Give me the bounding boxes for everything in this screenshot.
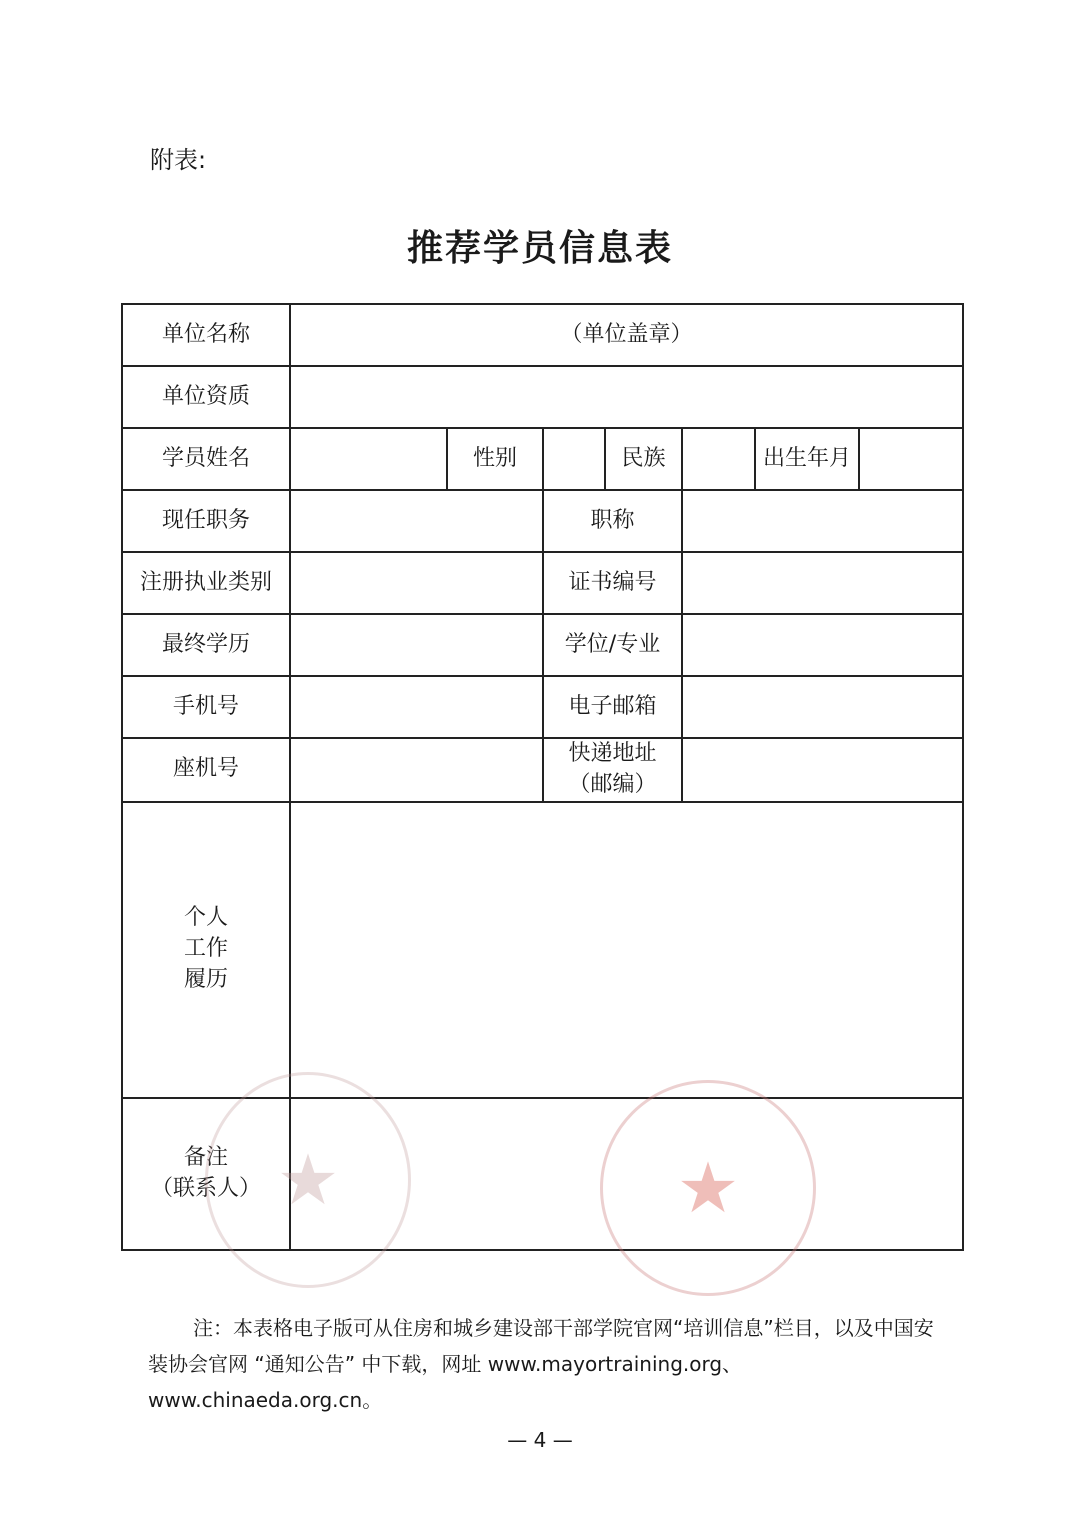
title-label: 职称 <box>543 490 682 552</box>
student-info-form <box>121 303 964 1251</box>
page-title: 推荐学员信息表 <box>406 228 673 269</box>
page-number: — 4 — <box>507 1428 573 1452</box>
education-label: 最终学历 <box>122 614 290 676</box>
certificate-label: 证书编号 <box>543 552 682 614</box>
birth-field[interactable] <box>859 428 963 490</box>
unit-name-field[interactable]: （单位盖章） <box>290 304 963 366</box>
degree-label: 学位/专业 <box>543 614 682 676</box>
footer-note-text: 注：本表格电子版可从住房和城乡建设部干部学院官网“培训信息”栏目，以及中国安装协会官网 “通知公告” 中下载，网址 www.mayortraining.org、www.chinaeda.org.cn。 <box>148 1316 934 1412</box>
email-field[interactable] <box>682 676 963 738</box>
unit-qualification-label: 单位资质 <box>122 366 290 428</box>
ethnicity-label: 民族 <box>605 428 682 490</box>
attachment-label: 附表: <box>150 146 207 174</box>
education-field[interactable] <box>290 614 543 676</box>
registration-label: 注册执业类别 <box>122 552 290 614</box>
student-name-field[interactable] <box>290 428 447 490</box>
footer-note <box>148 1310 948 1418</box>
address-label <box>543 738 682 802</box>
remarks-label-line2: （联系人） <box>150 1175 261 1201</box>
mobile-label: 手机号 <box>122 676 290 738</box>
star-icon: ★ <box>276 1139 340 1221</box>
birth-label: 出生年月 <box>755 428 859 490</box>
position-field[interactable] <box>290 490 543 552</box>
resume-label <box>122 802 290 1098</box>
degree-field[interactable] <box>682 614 963 676</box>
email-label: 电子邮箱 <box>543 676 682 738</box>
resume-field[interactable] <box>290 802 963 1098</box>
remarks-field[interactable] <box>290 1098 963 1250</box>
position-label: 现任职务 <box>122 490 290 552</box>
address-field[interactable] <box>682 738 963 802</box>
unit-name-label: 单位名称 <box>122 304 290 366</box>
remarks-label <box>122 1098 290 1250</box>
address-label-line2: （邮编） <box>568 771 657 797</box>
star-icon: ★ <box>676 1147 740 1229</box>
landline-field[interactable] <box>290 738 543 802</box>
gender-field[interactable] <box>543 428 605 490</box>
student-name-label: 学员姓名 <box>122 428 290 490</box>
remarks-label-line1: 备注 <box>183 1144 228 1170</box>
gender-label: 性别 <box>447 428 543 490</box>
resume-label-line2: 工作 <box>183 936 228 962</box>
landline-label: 座机号 <box>122 738 290 802</box>
ethnicity-field[interactable] <box>682 428 755 490</box>
mobile-field[interactable] <box>290 676 543 738</box>
resume-label-line1: 个人 <box>183 905 228 931</box>
certificate-field[interactable] <box>682 552 963 614</box>
title-field[interactable] <box>682 490 963 552</box>
address-label-line1: 快递地址 <box>568 741 657 766</box>
registration-field[interactable] <box>290 552 543 614</box>
resume-label-line3: 履历 <box>183 966 228 992</box>
unit-qualification-field[interactable] <box>290 366 963 428</box>
